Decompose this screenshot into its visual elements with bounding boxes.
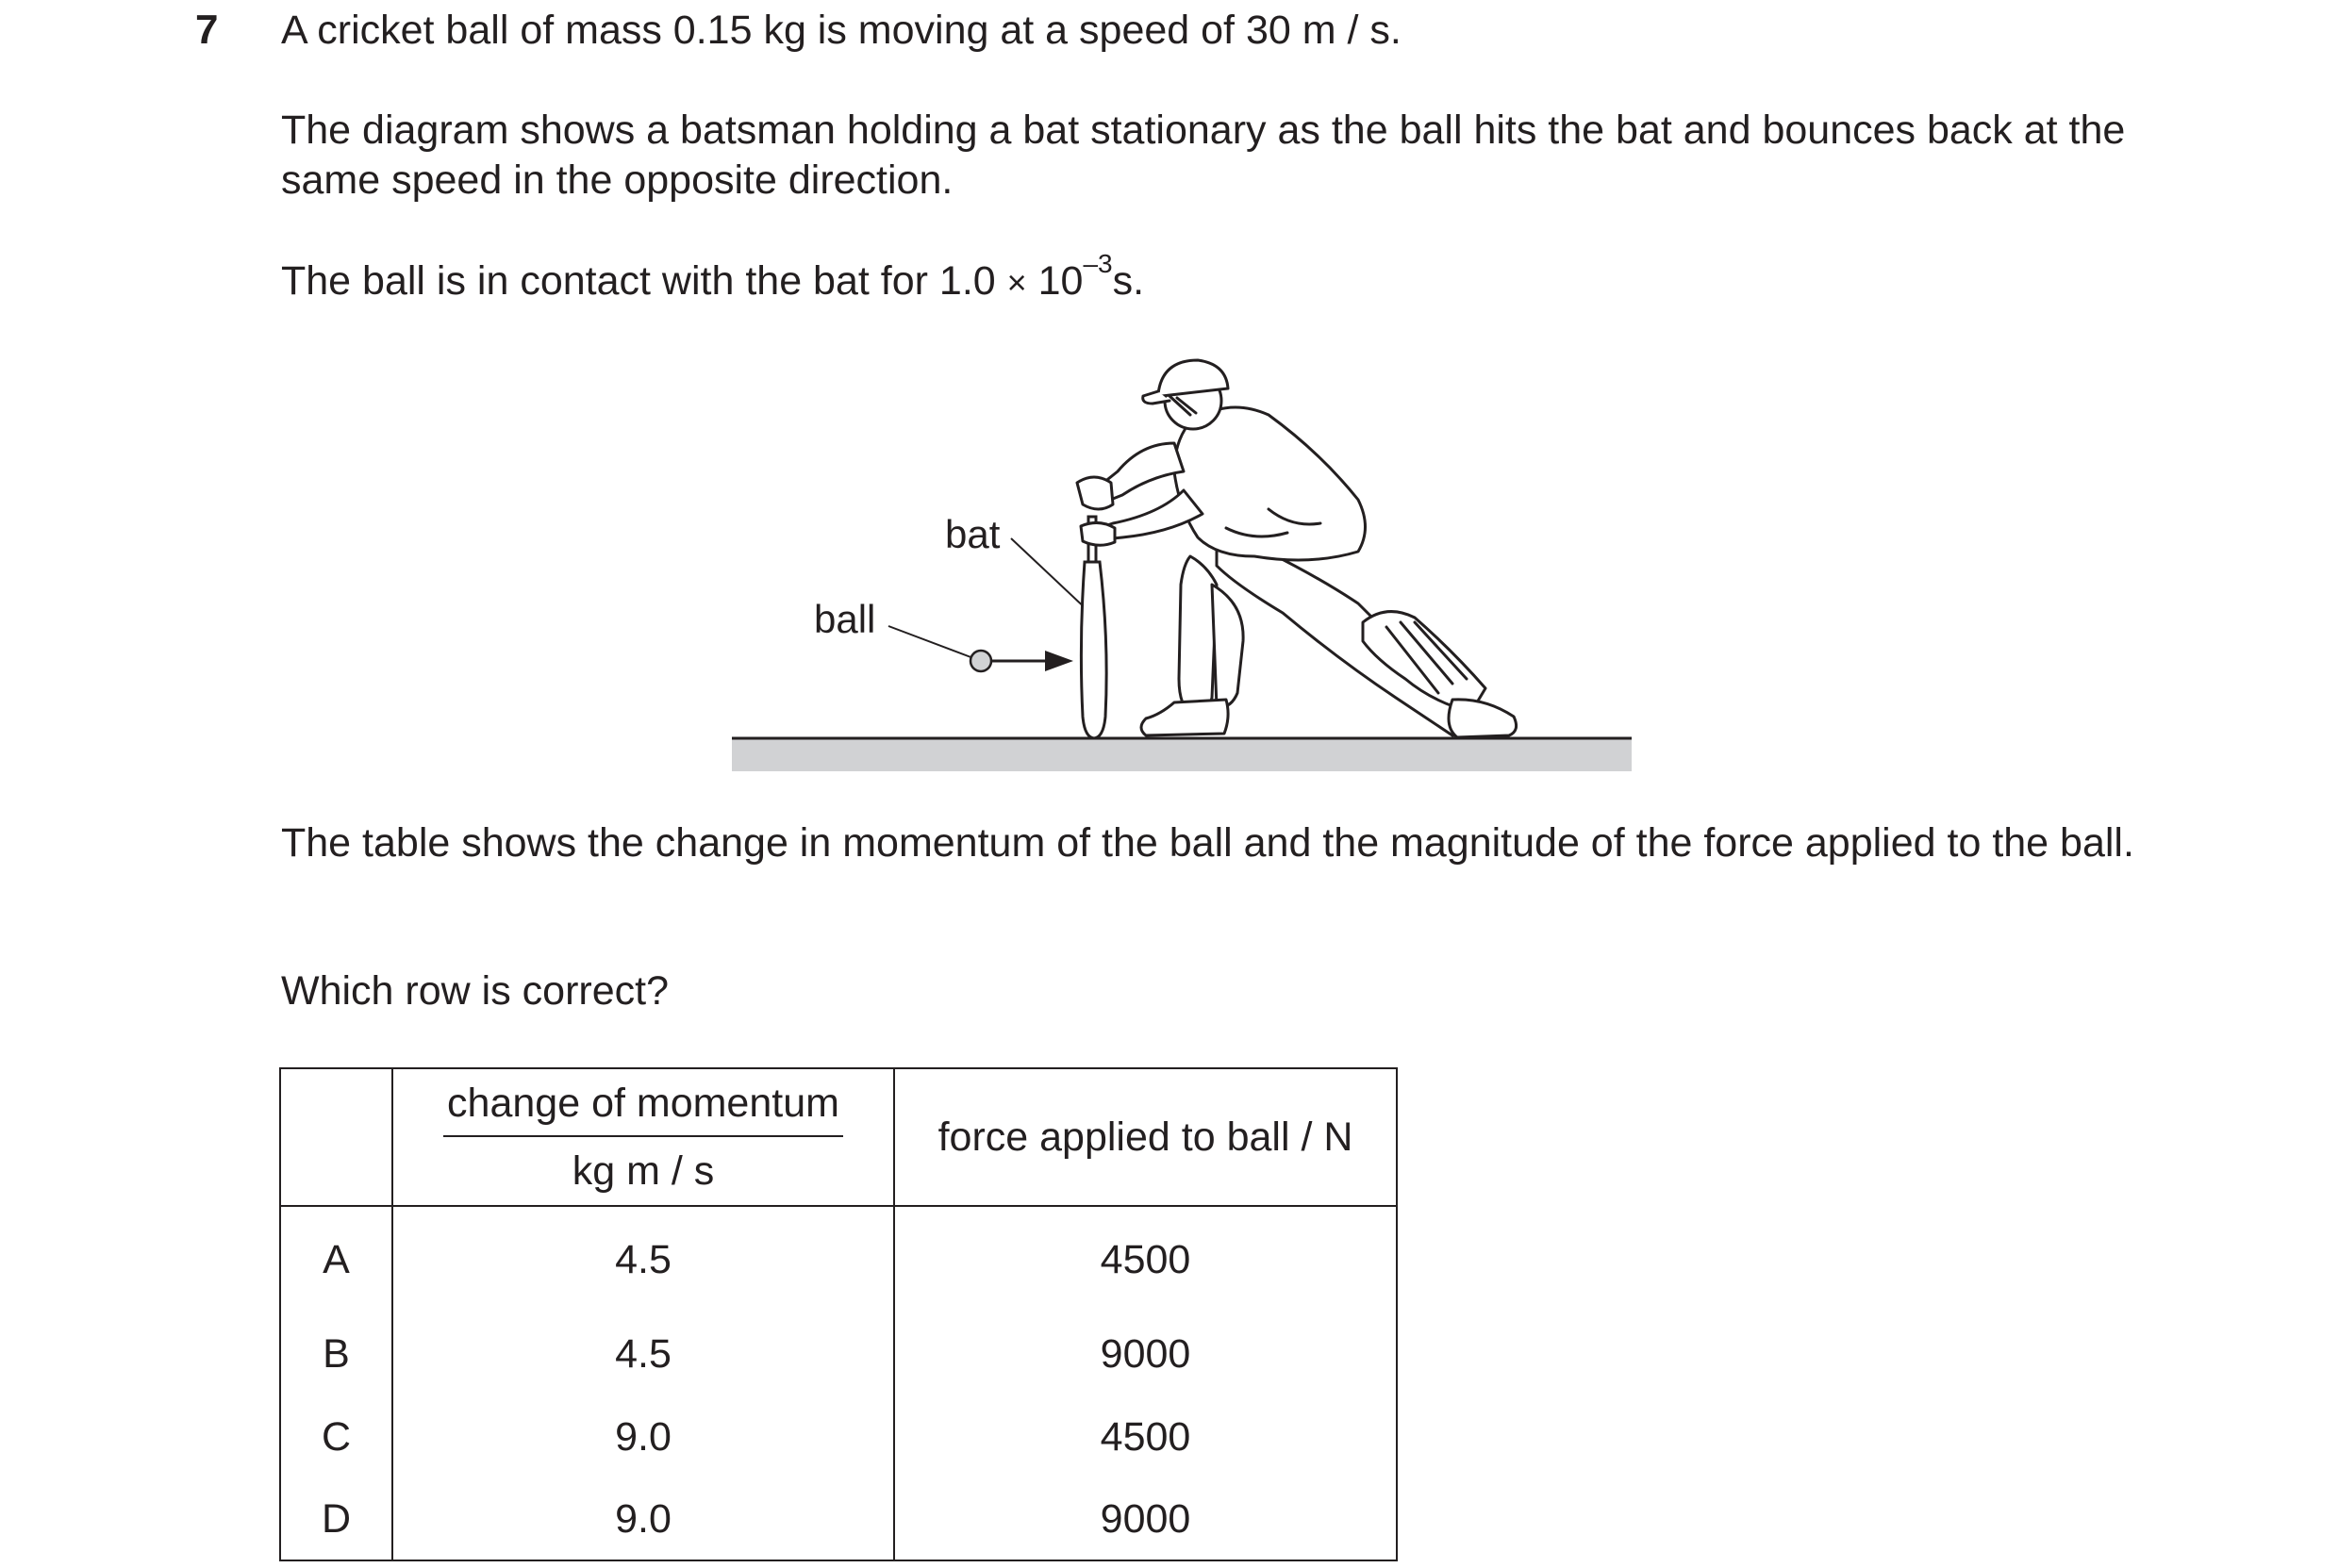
ball-label: ball: [814, 597, 876, 641]
ground-shading: [732, 738, 1632, 771]
momentum-value: 9.0: [392, 1395, 894, 1478]
contact-time-exponent: –3: [1083, 249, 1113, 278]
row-label: B: [280, 1312, 392, 1395]
ball-leader-line: [888, 626, 973, 658]
row-label: A: [280, 1206, 392, 1312]
table-row[interactable]: [280, 1206, 1397, 1312]
question-stem-diagram-description: The diagram shows a batsman holding a bat stationary as the ball hits the bat and bounces back at the same speed in the opposite direction.: [281, 107, 2126, 203]
table-row[interactable]: [280, 1395, 1397, 1478]
momentum-value: 4.5: [392, 1312, 894, 1395]
force-value: 4500: [894, 1395, 1397, 1478]
table-row[interactable]: [280, 1312, 1397, 1395]
question-prompt: Which row is correct?: [281, 968, 669, 1014]
question-number: 7: [195, 7, 219, 53]
header-momentum-unit: kg m / s: [572, 1148, 715, 1194]
ball-velocity-arrowhead: [1045, 651, 1073, 671]
question-table-description: The table shows the change in momentum of the ball and the magnitude of the force applied to the ball.: [281, 820, 2134, 866]
answer-table: [279, 1067, 1398, 1561]
momentum-value: 9.0: [392, 1478, 894, 1560]
header-momentum-label: change of momentum: [443, 1081, 843, 1137]
bat: [1081, 517, 1106, 738]
momentum-value: 4.5: [392, 1206, 894, 1312]
contact-time-unit: s.: [1112, 258, 1145, 304]
force-value: 4500: [894, 1206, 1397, 1312]
row-label: C: [280, 1395, 392, 1478]
table-row[interactable]: [280, 1478, 1397, 1560]
question-stem-mass-speed: A cricket ball of mass 0.15 kg is moving at a speed of 30 m / s.: [281, 8, 1402, 53]
force-value: 9000: [894, 1478, 1397, 1560]
force-value: 9000: [894, 1312, 1397, 1395]
header-blank-cell: [280, 1068, 392, 1206]
header-force: force applied to ball / N: [894, 1068, 1397, 1206]
contact-time-text: The ball is in contact with the bat for 1.0: [281, 258, 996, 304]
times-symbol: ×: [1006, 263, 1027, 302]
table-header-row: [280, 1068, 1397, 1206]
row-label: D: [280, 1478, 392, 1560]
header-momentum: [392, 1068, 894, 1206]
bat-leader-line: [1011, 538, 1090, 613]
bat-label: bat: [945, 512, 1001, 556]
ball: [970, 651, 991, 671]
contact-time-base: 10: [1037, 258, 1084, 304]
batsman: [1077, 360, 1517, 737]
